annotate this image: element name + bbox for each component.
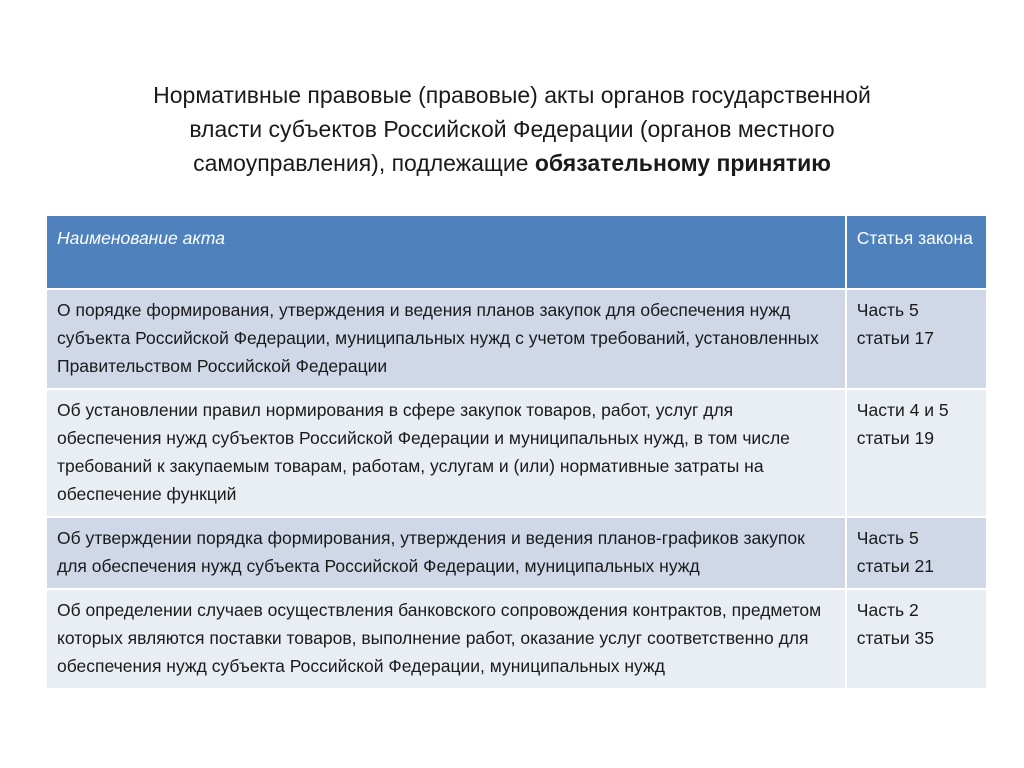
article-cell: Части 4 и 5 статьи 19 (846, 389, 987, 517)
title-line-3-prefix: самоуправления), подлежащие (193, 150, 535, 176)
title-line-2: власти субъектов Российской Федерации (органов местного (189, 116, 835, 142)
article-cell: Часть 5 статьи 21 (846, 517, 987, 589)
table-row (46, 589, 987, 689)
table-row (46, 389, 987, 517)
header-act-name: Наименование акта (46, 215, 846, 289)
table-row (46, 289, 987, 389)
title-line-1: Нормативные правовые (правовые) акты органов государственной (153, 82, 871, 108)
slide-title (60, 78, 964, 180)
table-row (46, 517, 987, 589)
article-cell: Часть 2 статьи 35 (846, 589, 987, 689)
act-name-cell: Об установлении правил нормирования в сфере закупок товаров, работ, услуг для обеспечения нужд субъектов Российской Федерации и муниципальных нужд, в том числе требований к закупаемым товарам, работам, услугам и (или) нормативные затраты на обеспечение функций (46, 389, 846, 517)
acts-table (45, 214, 988, 690)
title-emphasis: обязательному принятию (534, 150, 831, 176)
title-line-3 (60, 146, 964, 180)
act-name-cell: Об определении случаев осуществления банковского сопровождения контрактов, предметом которых являются поставки товаров, выполнение работ, оказание услуг соответственно для обеспечения нужд субъекта Российской Федерации, муниципальных нужд (46, 589, 846, 689)
article-cell: Часть 5 статьи 17 (846, 289, 987, 389)
table-header-row (46, 215, 987, 289)
header-article: Статья закона (846, 215, 987, 289)
act-name-cell: О порядке формирования, утверждения и ведения планов закупок для обеспечения нужд субъекта Российской Федерации, муниципальных нужд с учетом требований, установленных Правительством Российской Федерации (46, 289, 846, 389)
act-name-cell: Об утверждении порядка формирования, утверждения и ведения планов-графиков закупок для обеспечения нужд субъекта Российской Федерации, муниципальных нужд (46, 517, 846, 589)
